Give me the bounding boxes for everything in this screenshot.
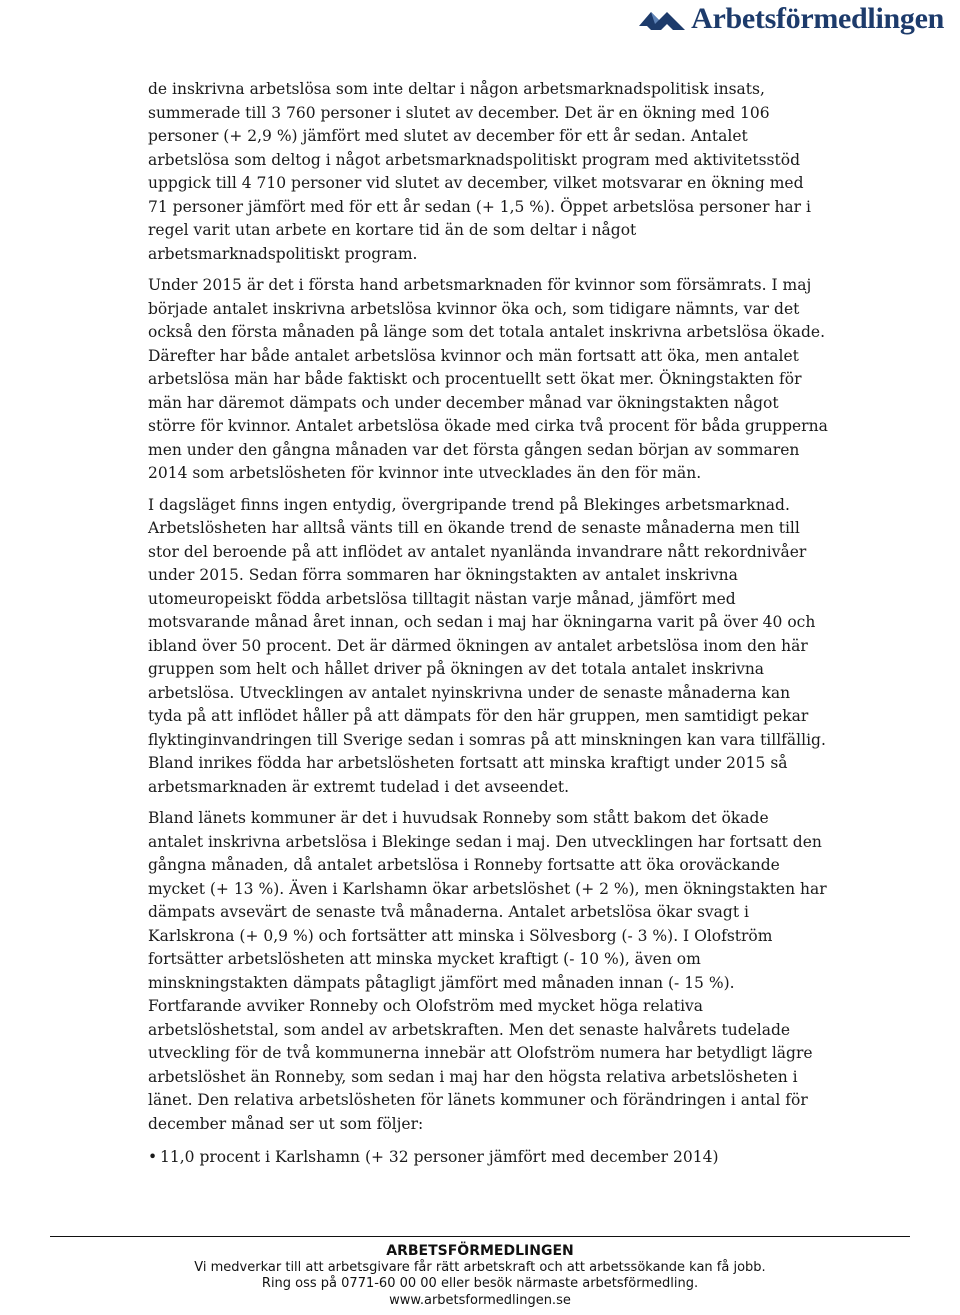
list-item: • 11,0 procent i Karlshamn (+ 32 personer jämfört med december 2014) bbox=[148, 1146, 828, 1170]
footer-contact: Ring oss på 0771-60 00 00 eller besök närmaste arbetsförmedling. bbox=[261, 1276, 699, 1291]
footer-divider bbox=[50, 1236, 910, 1237]
footer-org-name: ARBETSFÖRMEDLINGEN bbox=[386, 1243, 574, 1259]
paragraph: Bland länets kommuner är det i huvudsak Ronneby som stått bakom det ökade antalet inskrivna arbetslösa i Blekinge sedan i maj. Den utvecklingen har fortsatt den gångna månaden, då antalet arbetslösa i Ronneby fortsatte att öka oroväckande mycket (+ 13 %). Även i Karlshamn ökar arbetslöshet (+ 2 %), men ökningstakten har dämpats avsevärt de senaste två månaderna. Antalet arbetslösa ökar svagt i Karlskrona (+ 0,9 %) och fortsätter att minska i Sölvesborg (- 3 %). I Olofström fortsätter arbetslösheten att minska mycket kraftigt (- 10 %), även om minskningstakten dämpats påtagligt jämfört med månaden innan (- 15 %). Fortfarande avviker Ronneby och Olofström med mycket höga relativa arbetslöshetstal, som andel av arbetskraften. Men det senaste halvårets tudelade utveckling för de två kommunerna innebär att Olofström numera har betydligt lägre arbetslöshet än Ronneby, som sedan i maj har den högsta relativa arbetslösheten i länet. Den relativa arbetslösheten för länets kommuner och förändringen i antal för december månad ser ut som följer: bbox=[148, 809, 827, 1133]
paragraph: de inskrivna arbetslösa som inte deltar i någon arbetsmarknadspolitisk insats, summerade till 3 760 personer i slutet av december. Det är en ökning med 106 personer (+ 2,9 %) jämfört med slutet av december för ett år sedan. Antalet arbetslösa som deltog i något arbetsmarknadspolitiskt program med aktivitetsstöd uppgick till 4 710 personer vid slutet av december, vilket motsvarar en ökning med 71 personer jämfört med för ett år sedan (+ 1,5 %). Öppet arbetslösa personer har i regel varit utan arbete en kortare tid än de som deltar i något arbetsmarknadspolitiskt program. bbox=[148, 80, 811, 263]
footer-tagline: Vi medverkar till att arbetsgivare får rätt arbetskraft och att arbetssökande kan få jobb. bbox=[194, 1259, 766, 1275]
paragraph: Under 2015 är det i första hand arbetsmarknaden för kvinnor som försämrats. I maj började antalet inskrivna arbetslösa kvinnor öka och, som tidigare nämnts, var det också den första månaden på länge som det totala antalet inskrivna arbetslösa ökade. Därefter har både antalet arbetslösa kvinnor och män fortsatt att öka, men antalet arbetslösa män har både faktiskt och procentuellt sett ökat mer. Ökningstakten för män har däremot dämpats och under december månad var ökningstakten något större för kvinnor. Antalet arbetslösa ökade med cirka två procent för båda grupperna men under den gångna månaden var det första gången sedan början av sommaren 2014 som arbetslösheten för kvinnor inte utvecklades än den för män. bbox=[148, 276, 828, 482]
document-body bbox=[148, 78, 828, 1170]
footer-website-link[interactable]: www.arbetsformedlingen.se bbox=[389, 1292, 571, 1308]
page-footer bbox=[0, 1236, 960, 1309]
logo-mark-icon bbox=[637, 4, 687, 34]
logo-text: Arbetsförmedlingen bbox=[691, 2, 944, 35]
paragraph: I dagsläget finns ingen entydig, övergripande trend på Blekinges arbetsmarknad. Arbetslösheten har alltså vänts till en ökande trend de senaste månaderna men till stor del beroende på att inflödet av antalet nyanlända invandrare nått rekordnivåer under 2015. Sedan förra sommaren har ökningstakten av antalet inskrivna utomeuropeiskt födda arbetslösa tilltagit nästan varje månad, jämfört med motsvarande månad året innan, och sedan i maj har ökningarna varit på över 40 och ibland över 50 procent. Det är därmed ökningen av antalet arbetslösa inom den här gruppen som helt och hållet driver på ökningen av det totala antalet inskrivna arbetslösa. Utvecklingen av antalet nyinskrivna under de senaste månaderna kan tyda på att inflödet håller på att dämpats för den här gruppen, men samtidigt pekar flyktinginvandringen till Sverige sedan i somras på att minskningen kan vara tillfällig. Bland inrikes födda har arbetslösheten fortsatt att minska kraftigt under 2015 så arbetsmarknaden är extremt tudelad i det avseendet. bbox=[148, 495, 826, 796]
bullet-list bbox=[148, 1146, 828, 1170]
arbetsformedlingen-logo bbox=[637, 4, 944, 34]
